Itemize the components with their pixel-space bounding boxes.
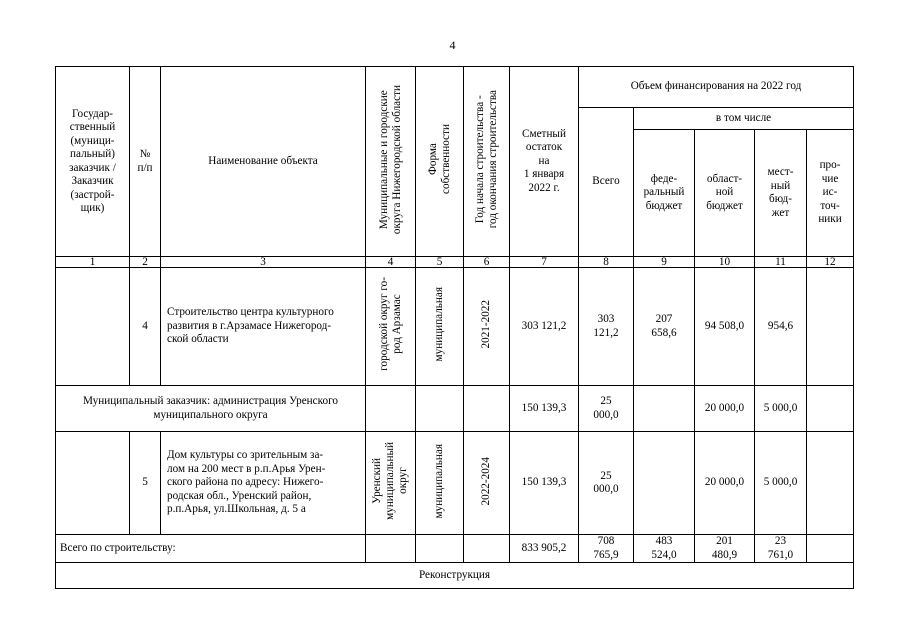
header-local: мест- ный бюд- жет bbox=[755, 130, 807, 257]
total-municipality bbox=[366, 535, 416, 563]
uren-total: 25 000,0 bbox=[579, 386, 634, 432]
col-num-10: 10 bbox=[695, 257, 755, 268]
header-estimate-balance: Сметный остаток на 1 января 2022 г. bbox=[510, 67, 579, 257]
row5-other bbox=[807, 432, 854, 535]
row4-municipality: городской округ го- род Арзамас bbox=[366, 268, 416, 386]
row4-other bbox=[807, 268, 854, 386]
header-total: Всего bbox=[579, 108, 634, 257]
row5-number: 5 bbox=[130, 432, 161, 535]
row5-municipality: Уренский муниципальный округ bbox=[366, 432, 416, 535]
section-row bbox=[56, 563, 854, 589]
uren-federal bbox=[634, 386, 695, 432]
row4-federal: 207 658,6 bbox=[634, 268, 695, 386]
header-funding-group: Объем финансирования на 2022 год bbox=[579, 67, 854, 108]
uren-estimate: 150 139,3 bbox=[510, 386, 579, 432]
header-regional: област- ной бюджет bbox=[695, 130, 755, 257]
col-num-8: 8 bbox=[579, 257, 634, 268]
col-num-7: 7 bbox=[510, 257, 579, 268]
total-ownership bbox=[416, 535, 464, 563]
row4-object-name: Строительство центра культурного развития в г.Арзамасе Нижегород- ской области bbox=[161, 268, 366, 386]
header-other: про- чие ис- точ- ники bbox=[807, 130, 854, 257]
financing-table bbox=[55, 66, 854, 589]
header-object-name: Наименование объекта bbox=[161, 67, 366, 257]
section-reconstruction: Реконструкция bbox=[56, 563, 854, 589]
row4-local: 954,6 bbox=[755, 268, 807, 386]
header-years: Год начала строительства - год окончания строительства bbox=[464, 67, 510, 257]
row5-local: 5 000,0 bbox=[755, 432, 807, 535]
header-ownership: Форма собственности bbox=[416, 67, 464, 257]
uren-customer-label: Муниципальный заказчик: администрация Уренского муниципального округа bbox=[56, 386, 366, 432]
uren-other bbox=[807, 386, 854, 432]
table-row bbox=[56, 432, 854, 535]
uren-regional: 20 000,0 bbox=[695, 386, 755, 432]
row5-total: 25 000,0 bbox=[579, 432, 634, 535]
column-number-row bbox=[56, 257, 854, 268]
row5-object-name: Дом культуры со зрительным за- лом на 200 мест в р.п.Арья Урен- ского района по адресу: Нижего- родская обл., Уренский район, р.п.Арья, ул.Школьная, д. 5 а bbox=[161, 432, 366, 535]
col-num-5: 5 bbox=[416, 257, 464, 268]
row4-ownership: муниципальная bbox=[416, 268, 464, 386]
row5-federal bbox=[634, 432, 695, 535]
row4-customer bbox=[56, 268, 130, 386]
uren-years bbox=[464, 386, 510, 432]
total-other bbox=[807, 535, 854, 563]
total-construction-label: Всего по строительству: bbox=[56, 535, 366, 563]
total-regional: 201 480,9 bbox=[695, 535, 755, 563]
table-row bbox=[56, 268, 854, 386]
header-row-1 bbox=[56, 67, 854, 108]
header-customer: Государ- ственный (муници- пальный) заказчик / Заказчик (застрой- щик) bbox=[56, 67, 130, 257]
header-number: № п/п bbox=[130, 67, 161, 257]
col-num-11: 11 bbox=[755, 257, 807, 268]
total-total: 708 765,9 bbox=[579, 535, 634, 563]
total-local: 23 761,0 bbox=[755, 535, 807, 563]
table-row bbox=[56, 535, 854, 563]
row4-regional: 94 508,0 bbox=[695, 268, 755, 386]
row5-customer bbox=[56, 432, 130, 535]
page-number: 4 bbox=[449, 38, 456, 52]
total-federal: 483 524,0 bbox=[634, 535, 695, 563]
col-num-6: 6 bbox=[464, 257, 510, 268]
col-num-2: 2 bbox=[130, 257, 161, 268]
row5-regional: 20 000,0 bbox=[695, 432, 755, 535]
uren-ownership bbox=[416, 386, 464, 432]
col-num-4: 4 bbox=[366, 257, 416, 268]
uren-municipality bbox=[366, 386, 416, 432]
col-num-3: 3 bbox=[161, 257, 366, 268]
row4-number: 4 bbox=[130, 268, 161, 386]
row4-estimate: 303 121,2 bbox=[510, 268, 579, 386]
table-row bbox=[56, 386, 854, 432]
total-years bbox=[464, 535, 510, 563]
row4-total: 303 121,2 bbox=[579, 268, 634, 386]
uren-local: 5 000,0 bbox=[755, 386, 807, 432]
row5-ownership: муниципальная bbox=[416, 432, 464, 535]
col-num-1: 1 bbox=[56, 257, 130, 268]
col-num-12: 12 bbox=[807, 257, 854, 268]
header-municipality: Муниципальные и городские округа Нижегородской области bbox=[366, 67, 416, 257]
row5-years: 2022-2024 bbox=[464, 432, 510, 535]
header-including: в том числе bbox=[634, 108, 854, 130]
total-estimate: 833 905,2 bbox=[510, 535, 579, 563]
row4-years: 2021-2022 bbox=[464, 268, 510, 386]
row5-estimate: 150 139,3 bbox=[510, 432, 579, 535]
header-federal: феде- ральный бюджет bbox=[634, 130, 695, 257]
col-num-9: 9 bbox=[634, 257, 695, 268]
